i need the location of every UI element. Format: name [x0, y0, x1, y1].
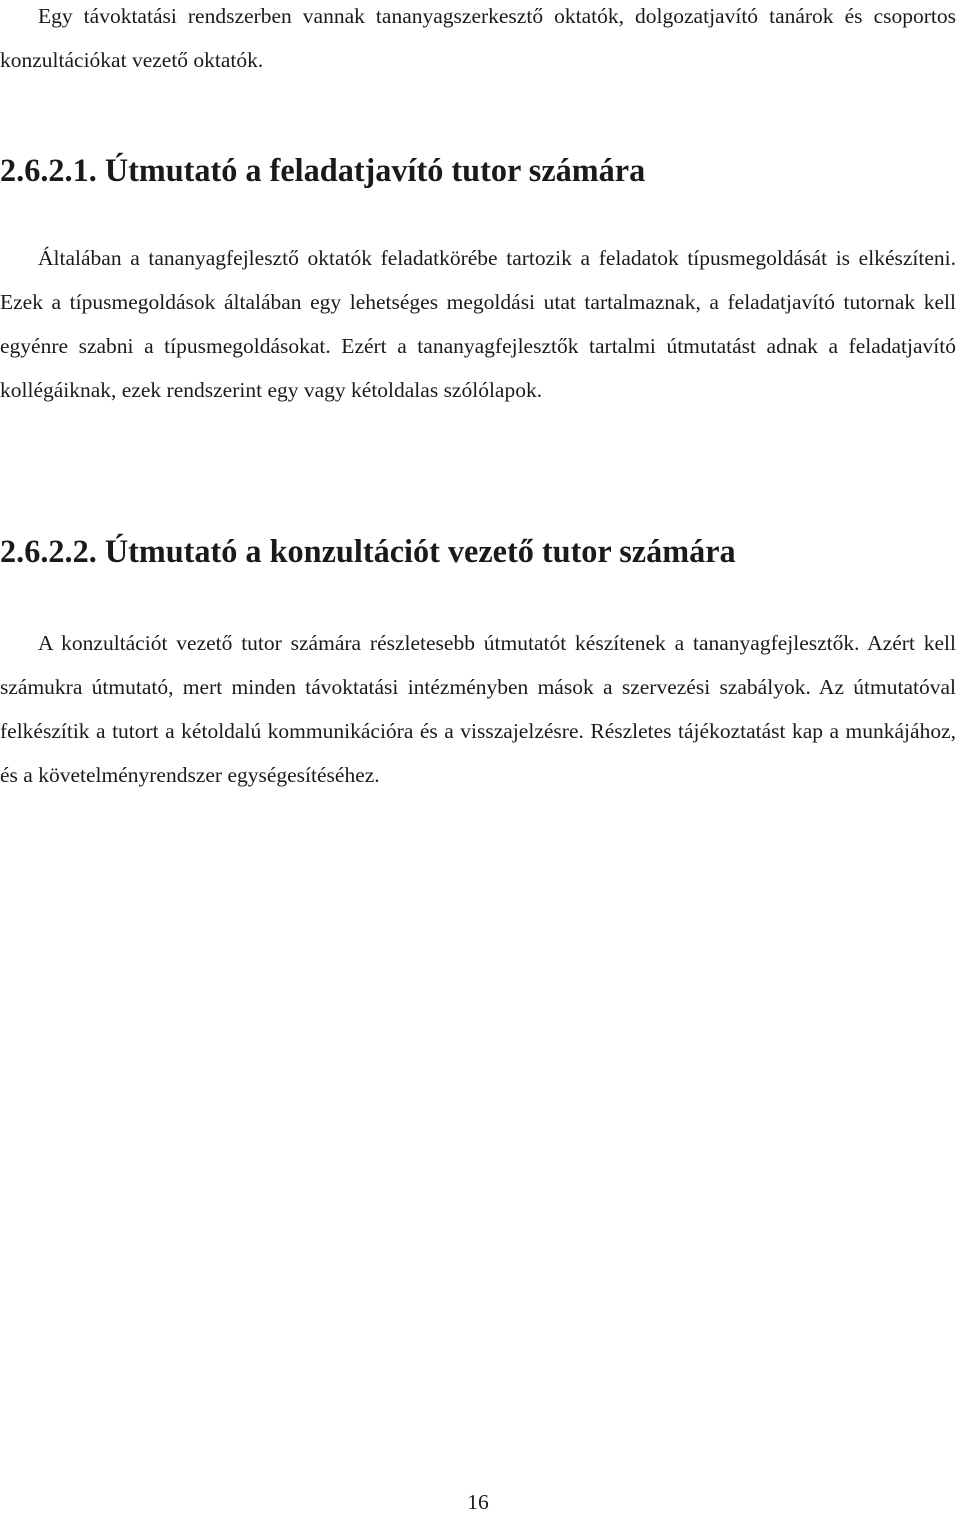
- section-paragraph-2-6-2-2: A konzultációt vezető tutor számára részletesebb útmutatót készítenek a tananyagfejlesztők. Azért kell számukra útmutató, mert minden távoktatási intézményben mások a szervezési szabályok. Az útmutatóval felkészítik a tutort a kétoldalú kommunikációra és a visszajelzésre. Részletes tájékoztatást kap a munkájához, és a követelményrendszer egységesítéséhez.: [0, 631, 956, 787]
- intro-paragraph: Egy távoktatási rendszerben vannak tananyagszerkesztő oktatók, dolgozatjavító tanárok és csoportos konzultációkat vezető oktatók.: [0, 4, 956, 72]
- section-heading-2-6-2-1: 2.6.2.1. Útmutató a feladatjavító tutor számára: [0, 152, 646, 188]
- page-number: 16: [467, 1490, 489, 1514]
- section-heading-2-6-2-2: 2.6.2.2. Útmutató a konzultációt vezető tutor számára: [0, 533, 736, 569]
- section-paragraph-2-6-2-1: Általában a tananyagfejlesztő oktatók feladatkörébe tartozik a feladatok típusmegoldását is elkészíteni. Ezek a típusmegoldások általában egy lehetséges megoldási utat tartalmaznak, a feladatjavító tutornak kell egyénre szabni a típusmegoldásokat. Ezért a tananyagfejlesztők tartalmi útmutatást adnak a feladatjavító kollégáiknak, ezek rendszerint egy vagy kétoldalas szólólapok.: [0, 246, 956, 402]
